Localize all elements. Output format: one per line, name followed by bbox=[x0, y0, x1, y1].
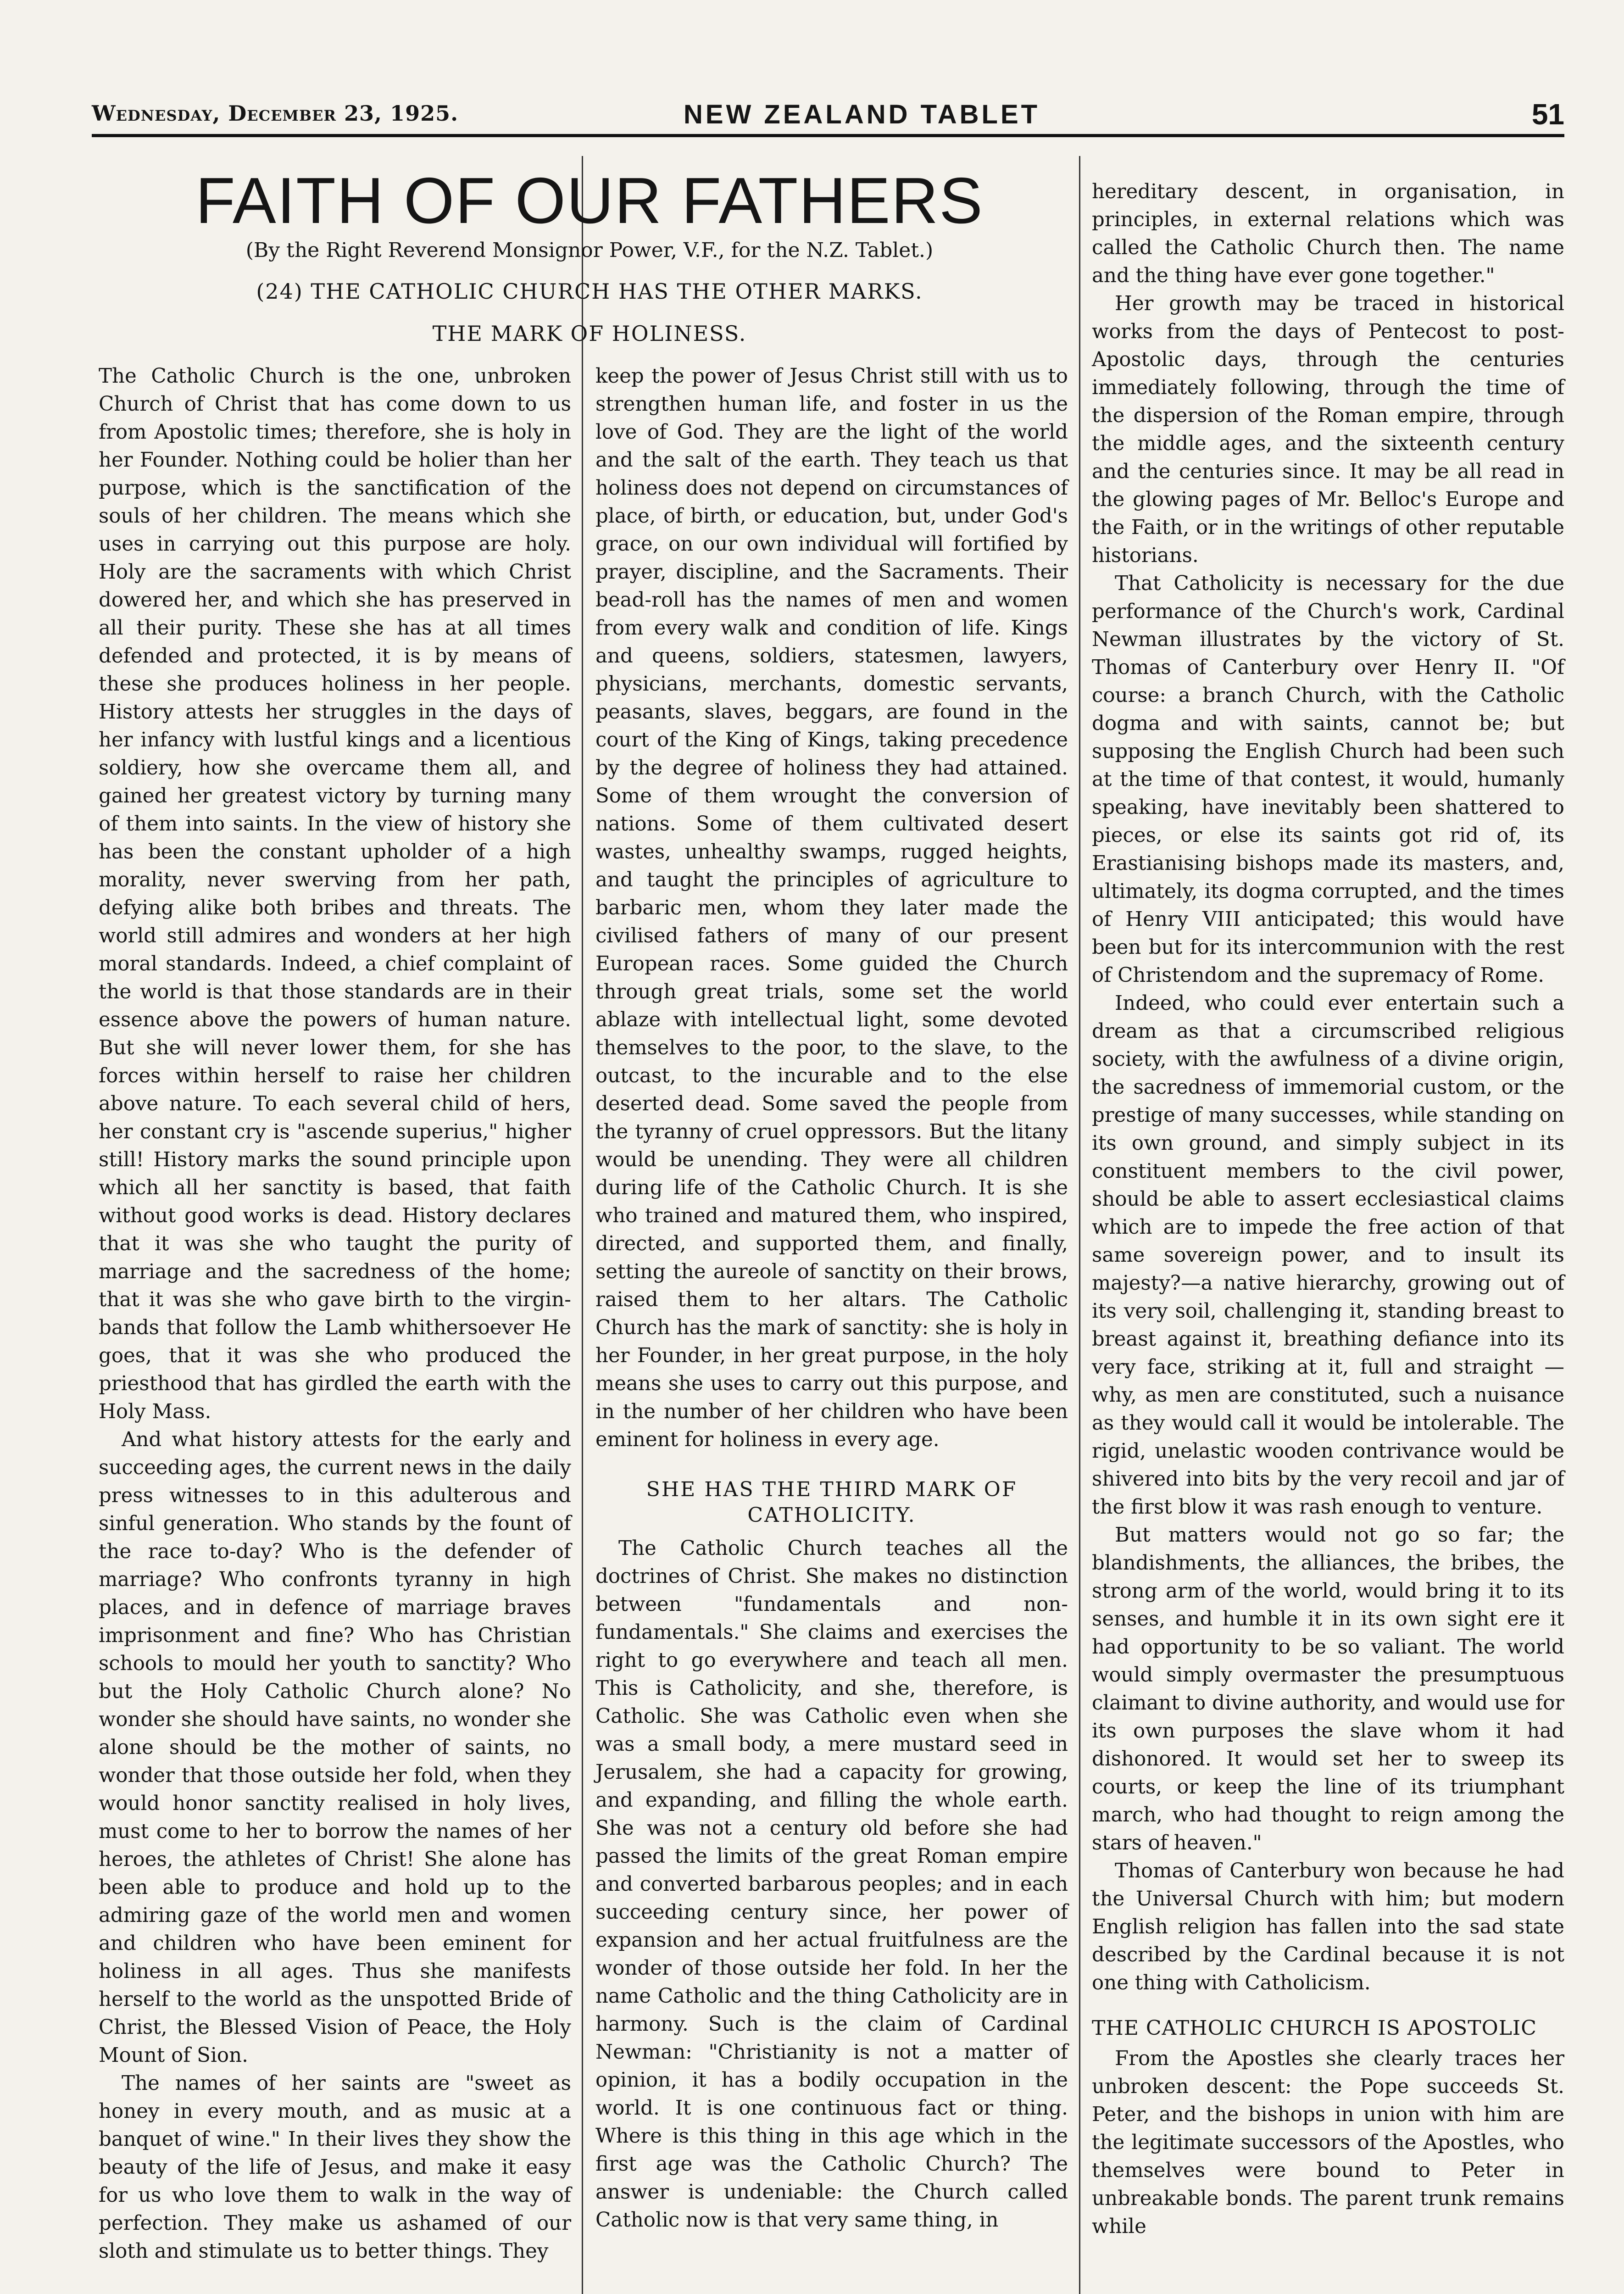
article-title: FAITH OF OUR FATHERS bbox=[195, 164, 984, 237]
column-3 bbox=[1092, 178, 1564, 2241]
section-heading-catholicity: SHE HAS THE THIRD MARK OF CATHOLICITY. bbox=[646, 1478, 1018, 1527]
paragraph: keep the power of Jesus Christ still with us to strengthen human life, and foster in us the love of God. They are the light of the world and the salt of the earth. They teach us that holiness does not depend on circumstances of place, of birth, or education, but, under God's grace, on our own individual will fortified by prayer, discipline, and the Sacraments. Their bead-roll has the names of men and women from every walk and condition of life. Kings and queens, soldiers, statesmen, lawyers, physicians, merchants, domestic servants, peasants, slaves, beggars, are found in the court of the King of Kings, taking precedence by the degree of holiness they had attained. Some of them wrought the conversion of nations. Some of them cultivated desert wastes, unhealthy swamps, rugged heights, and taught the principles of agriculture to barbaric men, whom they later made the civilised fathers of many of our present European races. Some guided the Church through great trials, some set the world ablaze with intellectual light, some devoted themselves to the poor, to the slave, to the outcast, to the incurable and to the else deserted dead. Some saved the people from the tyranny of cruel oppressors. But the litany would be unending. They were all children during life of the Catholic Church. It is she who trained and matured them, who inspired, directed, and supported them, and finally, setting the aureole of sanctity on their brows, raised them to her altars. The Catholic Church has the mark of sanctity: she is holy in her Founder, in her great purpose, in the holy means she uses to carry out this purpose, and in the number of her children who have been eminent for holiness in every age. bbox=[595, 365, 1068, 1451]
paragraph: Indeed, who could ever entertain such a dream as that a circumscribed religious society, with the awfulness of a divine origin, the sacredness of immemorial custom, or the prestige of many successes, while standing on its own ground, and simply subject in its constituent members to the civil power, should be able to assert ecclesiastical claims which are to impede the free action of that same sovereign power, and to insult its majesty?—a native hierarchy, growing out of its very soil, challenging it, standing breast to breast against it, breathing defiance into its very face, striking at it, full and straight —why, as men are constituted, such a nuisance as they would call it would be intolerable. The rigid, unelastic wooden contrivance would be shivered into bits by the very recoil and jar of the first blow it was rash enough to venture. bbox=[1092, 992, 1564, 1519]
section-heading-holiness: THE MARK OF HOLINESS. bbox=[432, 321, 747, 346]
paragraph: hereditary descent, in organisation, in principles, in external relations which was called the Catholic Church then. The name and the thing have ever gone together." bbox=[1092, 180, 1564, 287]
column-2 bbox=[595, 362, 1068, 2234]
article-subtitle: (24) THE CATHOLIC CHURCH HAS THE OTHER MARKS. bbox=[256, 279, 923, 304]
page-number: 51 bbox=[1531, 98, 1564, 131]
paragraph: The Catholic Church teaches all the doctrines of Christ. She makes no distinction between "fundamentals and non-fundamentals." She claims and exercises the right to go everywhere and teach all men. This is Catholicity, and she, therefore, is Catholic. She was Catholic even when she was a small body, a mere mustard seed in Jerusalem, she had a capacity for growing, and expanding, and filling the whole earth. She was not a century old before she had passed the limits of the great Roman empire and converted barbarous peoples; and in each succeeding century since, her power of expansion and her actual fruitfulness are the wonder of those outside her fold. In her the name Catholic and the thing Catholicity are in harmony. Such is the claim of Cardinal Newman: "Christianity is not a matter of opinion, it has a bodily occupation in the world. It is one continuous fact or thing. Where is this thing in this age which in the first age was the Catholic Church? The answer is undeniable: the Church called Catholic now is that very same thing, in bbox=[595, 1537, 1068, 2232]
column-divider bbox=[1079, 156, 1080, 2294]
paragraph: The Catholic Church is the one, unbroken Church of Christ that has come down to us from Apostolic times; therefore, she is holy in her Founder. Nothing could be holier than her purpose, which is the sanctification of the souls of her children. The means which she uses in carrying out this purpose are holy. Holy are the sacraments with which Christ dowered her, and which she has preserved in all their purity. These she has at all times defended and protected, it is by means of these she produces holiness in her people. History attests her struggles in the days of her infancy with lustful kings and a licentious soldiery, how she overcame them all, and gained her greatest victory by turning many of them into saints. In the view of history she has been the constant upholder of a high morality, never swerving from her path, defying alike both bribes and threats. The world still admires and wonders at her high moral standards. Indeed, a chief complaint of the world is that those standards are in their essence above the powers of human nature. But she will never lower them, for she has forces within herself to raise her children above nature. To each several child of hers, her constant cry is "ascende superius," higher still! History marks the sound principle upon which all her sanctity is based, that faith without good works is dead. History declares that it was she who taught the purity of marriage and the sacredness of the home; that it was she who gave birth to the virgin-bands that follow the Lamb whithersoever He goes, that it was she who produced the priesthood that has girdled the earth with the Holy Mass. bbox=[99, 365, 571, 1423]
header-rule bbox=[92, 134, 1564, 137]
paragraph: And what history attests for the early and succeeding ages, the current news in the daily press witnesses to in this adulterous and sinful generation. Who stands by the fount of the race to-day? Who is the defender of marriage? Who confronts tyranny in high places, and in defence of marriage braves imprisonment and fine? Who has Christian schools to mould her youth to sanctity? Who but the Holy Catholic Church alone? No wonder she should have saints, no wonder she alone should be the mother of saints, no wonder that those outside her fold, when they would honor sanctity realised in holy lives, must come to her to borrow the names of her heroes, the athletes of Christ! She alone has been able to produce and hold up to the admiring gaze of the world men and women and children who have been eminent for holiness in all ages. Thus she manifests herself to the world as the unspotted Bride of Christ, the Blessed Vision of Peace, the Holy Mount of Sion. bbox=[99, 1428, 571, 2067]
paragraph: The names of her saints are "sweet as honey in every mouth, and as music at a banquet of wine." In their lives they show the beauty of the life of Jesus, and make it easy for us who love them to walk in the way of perfection. They make us ashamed of our sloth and stimulate us to better things. They bbox=[99, 2072, 571, 2263]
section-heading-apostolic: THE CATHOLIC CHURCH IS APOSTOLIC bbox=[1092, 2016, 1537, 2040]
article-byline: (By the Right Reverend Monsignor Power, V.F., for the N.Z. Tablet.) bbox=[245, 239, 934, 262]
page-header bbox=[92, 96, 1564, 138]
paragraph: From the Apostles she clearly traces her unbroken descent: the Pope succeeds St. Peter, and the bishops in union with him are the legitimate successors of the Apostles, who themselves were bound to Peter in unbreakable bonds. The parent trunk remains while bbox=[1092, 2047, 1564, 2238]
paragraph: Her growth may be traced in historical works from the days of Pentecost to post-Apostolic days, through the centuries immediately following, through the time of the dispersion of the Roman empire, through the middle ages, and the sixteenth century and the centuries since. It may be all read in the glowing pages of Mr. Belloc's Europe and the Faith, or in the writings of other reputable historians. bbox=[1092, 292, 1564, 567]
column-1 bbox=[99, 362, 571, 2266]
issue-date: Wednesday, December 23, 1925. bbox=[92, 101, 459, 126]
paragraph: Thomas of Canterbury won because he had the Universal Church with him; but modern English religion has fallen into the sad state described by the Cardinal because it is not one thing with Catholicism. bbox=[1092, 1860, 1564, 1994]
newspaper-name: NEW ZEALAND TABLET bbox=[684, 100, 1040, 129]
paragraph: That Catholicity is necessary for the due performance of the Church's work, Cardinal Newman illustrates by the victory of St. Thomas of Canterbury over Henry II. "Of course: a branch Church, with the Catholic dogma and with saints, cannot be; but supposing the English Church had been such at the time of that contest, it would, humanly speaking, have inevitably been shattered to pieces, or else its saints got rid of, its Erastianising bishops made its masters, and, ultimately, its dogma corrupted, and the times of Henry VIII anticipated; this would have been but for its intercommunion with the rest of Christendom and the supremacy of Rome. bbox=[1092, 572, 1564, 987]
column-divider bbox=[582, 156, 583, 2294]
paragraph: But matters would not go so far; the blandishments, the alliances, the bribes, the strong arm of the world, would bring it to its senses, and humble it in its own sight ere it had opportunity to be so valiant. The world would simply overmaster the presumptuous claimant to divine authority, and would use for its own purposes the slave whom it had dishonored. It would set her to sweep its courts, or keep the line of its triumphant march, who had thought to reign among the stars of heaven." bbox=[1092, 1524, 1564, 1854]
